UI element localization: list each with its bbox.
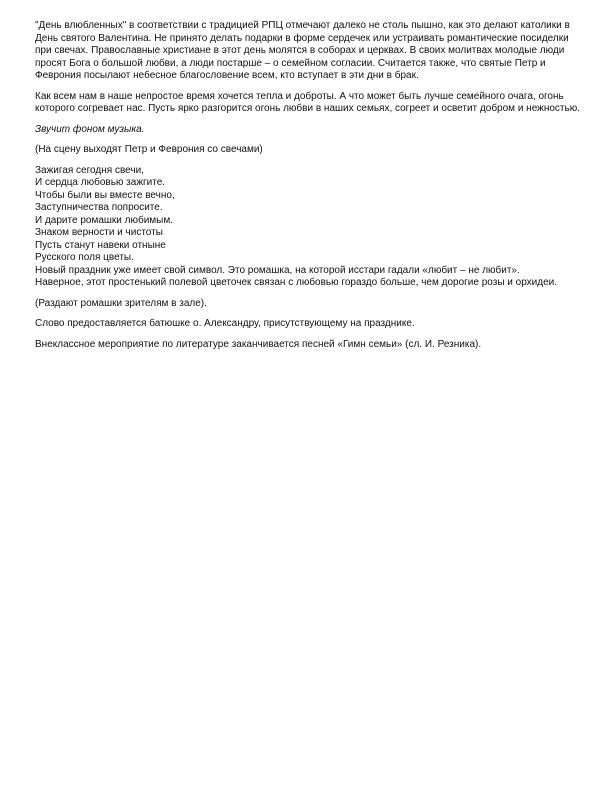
poem-line: И дарите ромашки любимым. (35, 214, 174, 226)
poem-line: Пусть станут навеки отныне (35, 239, 166, 251)
poem-line: Заступничества попросите. (35, 202, 163, 213)
poem-line: Русского поля цветы. (35, 252, 134, 263)
poem-line: Чтобы были вы вместе вечно, (35, 189, 175, 201)
poem-line: Зажигая сегодня свечи, (35, 164, 144, 176)
poem-line: И сердца любовью зажгите. (35, 177, 166, 188)
stage-direction-entrance: (На сцену выходят Петр и Феврония со свечами) (35, 144, 263, 155)
intro-paragraph: "День влюбленных" в соответствии с традицией РПЦ отмечают далеко не столь пышно, как это делают католики в День святого Валентина. Не принято делать подарки в форме сердечек или устраивать романтические посиделки при свечах. Православные христиане в этот день молятся в соборах и церквах. В своих молитвах молодые люди просят Бога о большой любви, а люди постарше – о семейном согласии. Считается также, что святые Петр и Феврония посылают небесное благословение всем, кто вступает в эти дни в брак. (35, 20, 570, 81)
poem-line: Знаком верности и чистоты (35, 227, 163, 238)
poem-block (35, 165, 580, 290)
document-page (35, 20, 580, 359)
symbol-sentence: Новый праздник уже имеет свой символ. Это ромашка, на которой исстари гадали «любит – не любит». (35, 264, 520, 276)
daisy-sentence: Наверное, этот простенький полевой цветочек связан с любовью гораздо больше, чем дорогие розы и орхидеи. (35, 277, 558, 288)
word-given-paragraph: Слово предоставляется батюшке о. Александру, присутствующему на празднике. (35, 318, 415, 329)
closing-paragraph: Внеклассное мероприятие по литературе заканчивается песней «Гимн семьи» (сл. И. Резника). (35, 338, 482, 350)
warmth-paragraph: Как всем нам в наше непростое время хочется тепла и доброты. А что может быть лучше семейного очага, огонь которого согревает нас. Пусть ярко разгорится огонь любви в наших семьях, согреет и осветит добром и нежностью. (35, 90, 580, 114)
stage-direction-daisies: (Раздают ромашки зрителям в зале). (35, 297, 207, 309)
stage-direction-music: Звучит фоном музыка. (35, 123, 145, 135)
